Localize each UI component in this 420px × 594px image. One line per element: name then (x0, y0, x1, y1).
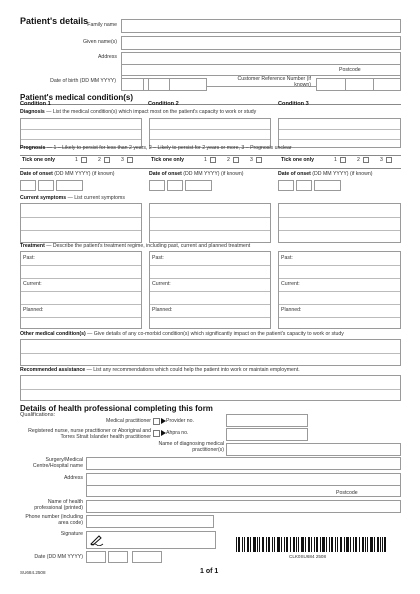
onset-3-month[interactable] (296, 180, 312, 191)
family-name-label: Family name (87, 22, 117, 28)
prognosis-3-option-3[interactable] (386, 157, 392, 163)
past-label-2: Past: (152, 255, 164, 261)
hp-name-label: Name of health professional (printed) (34, 499, 83, 511)
symptoms-field-2[interactable] (149, 203, 271, 243)
condition-3-label: Condition 3 (278, 101, 309, 107)
treatment-text: Treatment — Describe the patient's treatment regime, including past, current and planned treatment (20, 243, 251, 249)
page-number: 1 of 1 (200, 568, 219, 575)
provider-no-field[interactable] (226, 414, 308, 427)
patient-details-heading: Patient's details (20, 16, 89, 26)
barcode-text: CLK0SU684 2508 (289, 554, 327, 559)
hp-address-label: Address (63, 475, 83, 481)
hp-postcode-label: Postcode (336, 490, 358, 496)
provider-no-label: Provider no. (166, 418, 194, 424)
date-month-field[interactable] (108, 551, 128, 563)
tick-one-only-2: Tick one only (151, 157, 185, 163)
prognosis-1-option-2[interactable] (104, 157, 110, 163)
current-label-1: Current: (23, 281, 42, 287)
diagnosis-field-3[interactable] (278, 118, 401, 148)
onset-2-year[interactable] (185, 180, 212, 191)
symptoms-field-3[interactable] (278, 203, 401, 243)
condition-1-label: Condition 1 (20, 101, 51, 107)
prognosis-2-option-2[interactable] (233, 157, 239, 163)
prognosis-2-option-3[interactable] (256, 157, 262, 163)
recommended-field[interactable] (20, 375, 401, 401)
signature-label: Signature (60, 531, 83, 537)
registered-nurse-label: Registered nurse, nurse practitioner or Aboriginal and Torres Strait Islander health practitioner (28, 428, 151, 440)
onset-label-2: Date of onset (DD MM YYYY) (if known) (149, 171, 244, 177)
symptoms-field-1[interactable] (20, 203, 142, 243)
planned-label-3: Planned: (281, 307, 302, 313)
past-label-1: Past: (23, 255, 35, 261)
planned-label-1: Planned: (23, 307, 44, 313)
ahpra-no-label: Ahpra no. (166, 430, 189, 436)
prognosis-1-option-1[interactable] (81, 157, 87, 163)
treatment-field-1[interactable] (20, 251, 142, 329)
date-year-field[interactable] (132, 551, 162, 563)
onset-2-month[interactable] (167, 180, 183, 191)
phone-label: Phone number (including area code) (25, 514, 83, 526)
past-label-3: Past: (281, 255, 293, 261)
form-code: SU684.2508 (20, 570, 46, 575)
tick-one-only-1: Tick one only (22, 157, 56, 163)
patient-postcode-label: Postcode (339, 67, 361, 73)
ahpra-no-field[interactable] (226, 428, 308, 441)
onset-3-day[interactable] (278, 180, 294, 191)
barcode (236, 537, 386, 552)
registered-nurse-checkbox[interactable] (153, 430, 160, 437)
prognosis-3-option-2[interactable] (363, 157, 369, 163)
current-label-3: Current: (281, 281, 300, 287)
prognosis-1-option-3[interactable] (127, 157, 133, 163)
family-name-field[interactable] (121, 19, 401, 33)
diagnosis-field-1[interactable] (20, 118, 142, 148)
dob-label: Date of birth (DD MM YYYY) (50, 78, 116, 84)
given-names-label: Given name(s) (82, 39, 117, 45)
given-names-field[interactable] (121, 36, 401, 50)
recommended-text: Recommended assistance — List any recommendations which could help the patient into work or maintain employment. (20, 367, 300, 373)
crn-field[interactable] (316, 78, 401, 91)
treatment-field-2[interactable] (149, 251, 271, 329)
phone-field[interactable] (86, 515, 214, 528)
health-professional-heading: Details of health professional completing this form (20, 404, 213, 413)
surgery-name-field[interactable] (86, 457, 401, 470)
diagnosis-text: Diagnosis — List the medical condition(s) which impact most on the patient's capacity to work or study (20, 109, 257, 115)
dob-field[interactable] (121, 78, 207, 91)
planned-label-2: Planned: (152, 307, 173, 313)
qualifications-label: Qualifications: (20, 412, 56, 418)
medical-practitioner-checkbox[interactable] (153, 418, 160, 425)
prognosis-3-option-1[interactable] (340, 157, 346, 163)
onset-2-day[interactable] (149, 180, 165, 191)
diagnosing-practitioner-field[interactable] (226, 443, 401, 456)
other-conditions-field[interactable] (20, 339, 401, 366)
onset-label-1: Date of onset (DD MM YYYY) (if known) (20, 171, 115, 177)
tick-one-only-3: Tick one only (281, 157, 315, 163)
condition-2-label: Condition 2 (148, 101, 179, 107)
prognosis-2-option-1[interactable] (210, 157, 216, 163)
medical-practitioner-label: Medical practitioner (106, 418, 151, 424)
treatment-field-3[interactable] (278, 251, 401, 329)
prognosis-text: Prognosis — 1 – Likely to persist for less than 2 years, 2 – Likely to persist for 2 years or more, 3 – Prognosis unclear (20, 145, 292, 151)
current-label-2: Current: (152, 281, 171, 287)
diagnosis-field-2[interactable] (149, 118, 271, 148)
date-day-field[interactable] (86, 551, 106, 563)
patient-address-label: Address (97, 54, 117, 60)
onset-1-day[interactable] (20, 180, 36, 191)
surgery-name-label: Surgery/Medical Centre/Hospital name (32, 457, 83, 469)
medical-heading: Patient's medical condition(s) (20, 93, 134, 102)
diagnosing-practitioner-label: Name of diagnosing medical practitioner(s) (158, 441, 224, 453)
onset-1-year[interactable] (56, 180, 83, 191)
hp-name-field[interactable] (86, 500, 401, 513)
crn-label: Customer Reference Number (if known) (237, 76, 311, 88)
onset-label-3: Date of onset (DD MM YYYY) (if known) (278, 171, 373, 177)
onset-1-month[interactable] (38, 180, 54, 191)
signature-field[interactable] (86, 531, 216, 549)
date-label: Date (DD MM YYYY) (34, 554, 83, 560)
symptoms-text: Current symptoms — List current symptoms (20, 195, 125, 201)
other-conditions-text: Other medical condition(s) — Give details of any co-morbid condition(s) which significantly impact on the patient's capacity to work or study (20, 331, 344, 337)
pen-signature-icon (90, 535, 104, 546)
onset-3-year[interactable] (314, 180, 341, 191)
